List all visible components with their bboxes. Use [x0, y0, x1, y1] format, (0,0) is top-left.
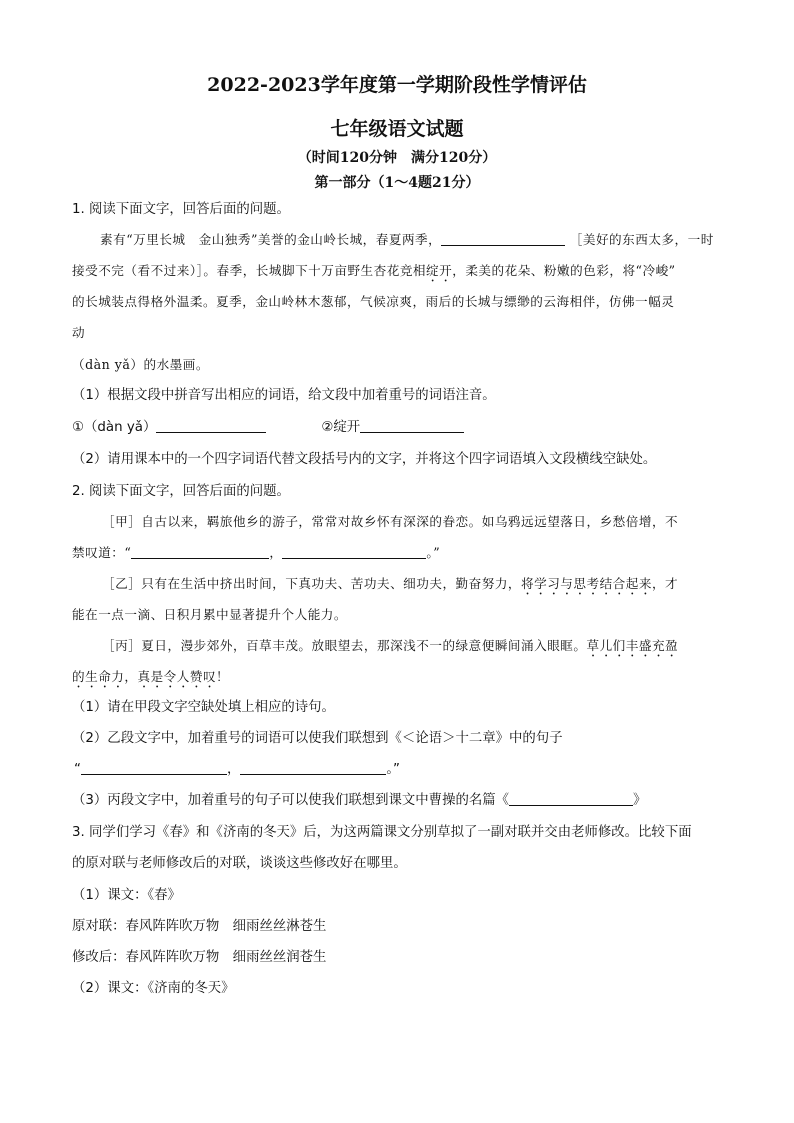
q3-sub2: （2）课文：《济南的冬天》 [72, 981, 235, 996]
q2-yi-emphasized: 将学习与思考结合起来 [521, 576, 652, 591]
q2-jia-blank-2[interactable] [282, 544, 426, 559]
q2-yi-text: ，才 [651, 576, 679, 591]
q2-jia-line-1: ［甲］自古以来，羁旅他乡的游子，常常对故乡怀有深深的眷恋。如乌鸦远远望落日，乡愁倍增，不 [102, 514, 679, 529]
time-score-info: （时间120分钟 满分120分） [297, 150, 497, 166]
q2-sub2-answer [74, 760, 400, 780]
q2-jia-comma: ， [269, 545, 283, 560]
q2-yi-line-2: 能在一点一滴、日积月累中显著提升个人能力。 [72, 607, 347, 622]
q1-passage-text: ［美好的东西太多，一时 [569, 232, 714, 247]
q1-fill-blank[interactable] [441, 231, 565, 246]
q2-jia-blank-1[interactable] [131, 544, 269, 559]
q1-passage-line-3: 的长城装点得格外温柔。夏季，金山岭林木葱郁，气候凉爽，雨后的长城与缥缈的云海相伴，仿佛一幅灵 [72, 294, 675, 309]
q2-sub2-quote: “ [74, 762, 81, 777]
q1-passage-text: ，柔美的花朵、粉嫩的色彩，将“冷峻” [452, 263, 676, 278]
q2-sub3-text: （3）丙段文字中，加着重号的句子可以使我们联想到课文中曹操的名篇《 [72, 793, 510, 808]
q2-yi-line-1 [102, 574, 678, 598]
q2-jia-text: 禁叹道：“ [72, 545, 132, 560]
q1-sub1: （1）根据文段中拼音写出相应的词语，给文段中加着重号的词语注音。 [72, 388, 496, 403]
q3-stem-line-2: 的原对联与老师修改后的对联，谈谈这些修改好在哪里。 [72, 856, 407, 871]
q1-sub1-a-blank[interactable] [156, 418, 266, 433]
q1-passage-text: 素有“万里长城 金山独秀”美誉的金山岭长城，春夏两季， [100, 232, 442, 247]
q2-yi-text: ［乙］只有在生活中挤出时间，下真功夫、苦功夫、细功夫，勤奋努力， [102, 576, 521, 591]
q2-bing-text: ［丙］夏日，漫步郊外，百草丰茂。放眼望去，那深浅不一的绿意便瞬间涌入眼眶。 [102, 638, 587, 653]
q2-sub2: （2）乙段文字中，加着重号的词语可以使我们联想到《＜论语＞十二章》中的句子 [72, 731, 563, 746]
q2-bing-text: ！ [216, 669, 230, 684]
q2-jia-text: 。” [426, 545, 441, 560]
q2-bing-emphasized: 草儿们丰盛充盈 [586, 638, 679, 653]
q3-revised-couplet: 修改后：春风阵阵吹万物 细雨丝丝润苍生 [72, 950, 327, 965]
q2-sub1: （1）请在甲段文字空缺处填上相应的诗句。 [72, 700, 335, 715]
q1-passage-line-2 [72, 261, 676, 285]
q2-sub3-blank[interactable] [509, 791, 633, 806]
q1-stem: 1. 阅读下面文字，回答后面的问题。 [72, 202, 290, 217]
q3-original-couplet: 原对联：春风阵阵吹万物 细雨丝丝淋苍生 [72, 919, 327, 934]
q1-sub1-b-label: ②绽开 [321, 420, 361, 435]
part-heading: 第一部分（1～4题21分） [314, 175, 480, 191]
q2-sub3-text: 》 [633, 793, 647, 808]
q1-sub1-b-blank[interactable] [360, 418, 464, 433]
q2-bing-line-1 [102, 636, 678, 660]
q2-bing-emphasized: 的生命力，真是令人赞叹 [72, 669, 217, 684]
q2-sub2-quote: 。” [386, 762, 400, 777]
q3-stem-line-1: 3. 同学们学习《春》和《济南的冬天》后，为这两篇课文分别草拟了一副对联并交由老师修改。比较下面 [72, 825, 692, 840]
exam-title: 2022-2023学年度第一学期阶段性学情评估 [207, 74, 587, 96]
q1-emphasized-word: 绽开 [426, 263, 453, 278]
q1-sub1-a-label: ①（dàn yǎ） [72, 420, 157, 435]
q2-stem: 2. 阅读下面文字，回答后面的问题。 [72, 484, 290, 499]
q2-sub3 [72, 791, 646, 811]
q1-passage-line-4: 动 [72, 325, 86, 340]
q1-passage-line-1 [100, 230, 714, 250]
q1-sub1-answers [72, 418, 464, 438]
q1-sub2: （2）请用课本中的一个四字词语代替文段括号内的文字，并将这个四字词语填入文段横线空缺处。 [72, 452, 657, 467]
q2-jia-line-2 [72, 543, 440, 563]
q2-sub2-blank-2[interactable] [240, 760, 386, 775]
q2-sub2-comma: ， [226, 762, 241, 777]
exam-subtitle: 七年级语文试题 [330, 118, 464, 140]
q2-bing-line-2 [72, 667, 229, 691]
q1-passage-text: 接受不完（看不过来）］。春季，长城脚下十万亩野生杏花竞相 [72, 263, 427, 278]
q1-passage-line-5: （dàn yǎ）的水墨画。 [72, 357, 209, 372]
q3-sub1: （1）课文：《春》 [72, 888, 181, 903]
q2-sub2-blank-1[interactable] [81, 760, 227, 775]
